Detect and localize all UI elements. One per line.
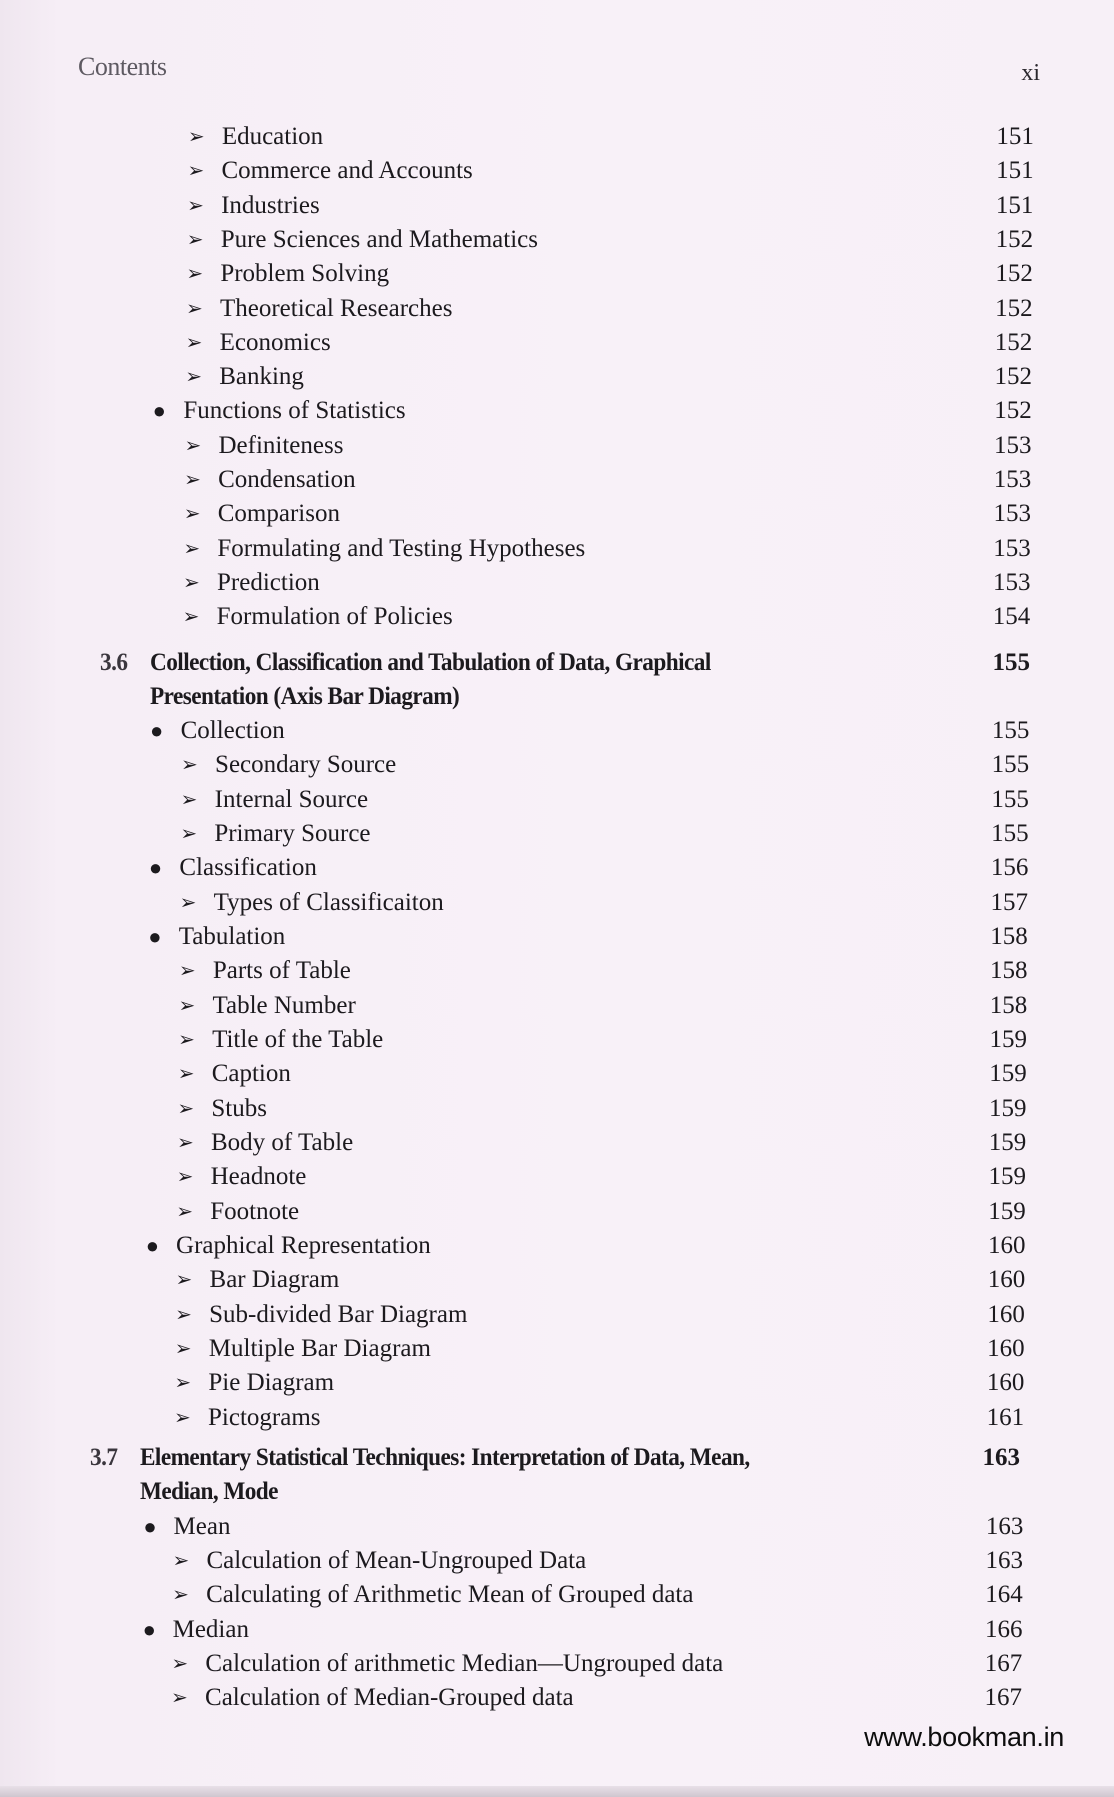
toc-entry-label: Functions of Statistics bbox=[183, 397, 406, 425]
arrowhead-icon: ➢ bbox=[181, 754, 198, 777]
arrowhead-icon: ➢ bbox=[178, 994, 196, 1017]
toc-page-number: 160 bbox=[987, 1334, 1025, 1362]
arrowhead-icon: ➢ bbox=[183, 537, 201, 560]
arrowhead-icon: ➢ bbox=[186, 228, 204, 251]
arrowhead-icon: ➢ bbox=[177, 1097, 195, 1120]
toc-page-number: 159 bbox=[989, 1060, 1027, 1088]
toc-entry-label: Banking bbox=[219, 363, 304, 391]
toc-entry-label: Median bbox=[172, 1615, 249, 1643]
section-title-line-2: Median, Mode bbox=[139, 1478, 278, 1505]
bullet-icon: ● bbox=[152, 398, 166, 424]
toc-page-number: 152 bbox=[994, 363, 1033, 391]
running-head: Contents bbox=[78, 52, 167, 81]
arrowhead-icon: ➢ bbox=[176, 1166, 194, 1189]
toc-subtopic-entry[interactable] bbox=[0, 1299, 1114, 1331]
toc-entry-label: Caption bbox=[211, 1060, 291, 1088]
arrowhead-icon: ➢ bbox=[185, 331, 203, 354]
arrowhead-icon: ➢ bbox=[175, 1303, 192, 1326]
toc-entry-label: Definiteness bbox=[218, 431, 344, 459]
toc-subtopic-entry[interactable] bbox=[0, 1367, 1114, 1399]
toc-subtopic-entry[interactable] bbox=[0, 1579, 1114, 1611]
toc-page-number: 158 bbox=[989, 991, 1028, 1019]
toc-topic-entry[interactable] bbox=[0, 1511, 1114, 1543]
toc-page-number: 164 bbox=[985, 1581, 1023, 1609]
toc-page-number: 159 bbox=[988, 1128, 1027, 1156]
toc-page-number: 152 bbox=[995, 225, 1034, 253]
toc-subtopic-entry[interactable] bbox=[0, 1196, 1114, 1228]
toc-page-number: 160 bbox=[986, 1369, 1025, 1397]
toc-subtopic-entry[interactable] bbox=[0, 464, 1114, 496]
toc-entry-label: Prediction bbox=[217, 568, 320, 596]
arrowhead-icon: ➢ bbox=[186, 263, 204, 286]
arrowhead-icon: ➢ bbox=[183, 571, 200, 594]
arrowhead-icon: ➢ bbox=[180, 822, 198, 845]
arrowhead-icon: ➢ bbox=[171, 1652, 189, 1675]
toc-subtopic-entry[interactable] bbox=[0, 258, 1114, 290]
toc-subtopic-entry[interactable] bbox=[0, 121, 1114, 153]
toc-entry-label: Classification bbox=[179, 854, 317, 882]
toc-topic-entry[interactable] bbox=[0, 852, 1114, 884]
toc-subtopic-entry[interactable] bbox=[0, 955, 1114, 987]
toc-page-number: 157 bbox=[990, 888, 1029, 916]
toc-entry-label: Industries bbox=[221, 191, 320, 219]
toc-entry-label: Footnote bbox=[210, 1197, 300, 1225]
toc-entry-label: Graphical Representation bbox=[176, 1231, 431, 1259]
toc-page-number: 159 bbox=[989, 1025, 1027, 1053]
toc-entry-label: Multiple Bar Diagram bbox=[208, 1334, 431, 1362]
toc-entry-label: Pie Diagram bbox=[208, 1369, 335, 1397]
toc-entry-label: Body of Table bbox=[210, 1128, 354, 1156]
arrowhead-icon: ➢ bbox=[182, 606, 200, 629]
toc-page-number: 152 bbox=[994, 328, 1033, 356]
section-title-line-2: Presentation (Axis Bar Diagram) bbox=[149, 683, 460, 710]
toc-entry-label: Problem Solving bbox=[220, 260, 390, 288]
arrowhead-icon: ➢ bbox=[175, 1269, 193, 1292]
toc-topic-entry[interactable] bbox=[0, 921, 1114, 953]
bullet-icon: ● bbox=[148, 855, 163, 881]
toc-entry-label: Tabulation bbox=[178, 922, 286, 950]
toc-page-number: 152 bbox=[995, 260, 1033, 288]
arrowhead-icon: ➢ bbox=[174, 1372, 192, 1395]
page-bottom-edge bbox=[0, 1786, 1114, 1797]
toc-page-number: 167 bbox=[984, 1684, 1022, 1711]
arrowhead-icon: ➢ bbox=[178, 1028, 195, 1051]
toc-entry-label: Calculating of Arithmetic Mean of Grouped data bbox=[206, 1581, 694, 1609]
toc-entry-label: Commerce and Accounts bbox=[221, 157, 473, 185]
bullet-icon: ● bbox=[143, 1514, 157, 1539]
toc-subtopic-entry[interactable] bbox=[0, 990, 1114, 1022]
bullet-icon: ● bbox=[142, 1616, 156, 1642]
toc-page-number: 151 bbox=[996, 123, 1034, 150]
toc-entry-label: Economics bbox=[219, 328, 331, 356]
arrowhead-icon: ➢ bbox=[187, 126, 205, 148]
toc-page-number: 166 bbox=[985, 1615, 1023, 1643]
page-folio: xi bbox=[1021, 60, 1040, 86]
arrowhead-icon: ➢ bbox=[185, 366, 202, 389]
toc-page-number: 155 bbox=[991, 785, 1029, 813]
arrowhead-icon: ➢ bbox=[185, 297, 203, 320]
toc-page-number: 151 bbox=[996, 157, 1034, 185]
toc-page-number: 153 bbox=[992, 568, 1031, 596]
toc-page-number: 155 bbox=[991, 751, 1030, 779]
toc-subtopic-entry[interactable] bbox=[0, 1402, 1114, 1434]
toc-subtopic-entry[interactable] bbox=[0, 818, 1114, 850]
toc-page-number: 159 bbox=[988, 1197, 1026, 1225]
toc-entry-label: Sub-divided Bar Diagram bbox=[209, 1300, 468, 1328]
toc-page-number: 153 bbox=[993, 466, 1032, 493]
arrowhead-icon: ➢ bbox=[172, 1584, 189, 1607]
arrowhead-icon: ➢ bbox=[187, 194, 204, 217]
toc-topic-entry[interactable] bbox=[0, 395, 1114, 427]
toc-page-number: 160 bbox=[987, 1266, 1026, 1294]
arrowhead-icon: ➢ bbox=[177, 1063, 195, 1086]
toc-subtopic-entry[interactable] bbox=[0, 293, 1114, 325]
toc-subtopic-entry[interactable] bbox=[0, 155, 1114, 187]
toc-entry-label: Comparison bbox=[217, 500, 340, 528]
section-title-line-1: Collection, Classification and Tabulation of Data, Graphical bbox=[149, 649, 711, 676]
toc-page-number: 160 bbox=[987, 1231, 1026, 1259]
toc-subtopic-entry[interactable] bbox=[0, 361, 1114, 393]
arrowhead-icon: ➢ bbox=[180, 788, 198, 811]
toc-subtopic-entry[interactable] bbox=[0, 1161, 1114, 1193]
arrowhead-icon: ➢ bbox=[172, 1550, 190, 1573]
toc-subtopic-entry[interactable] bbox=[0, 498, 1114, 530]
toc-subtopic-entry[interactable] bbox=[0, 1024, 1114, 1056]
toc-subtopic-entry[interactable] bbox=[0, 327, 1114, 359]
arrowhead-icon: ➢ bbox=[184, 469, 201, 491]
toc-entry-label: Calculation of Median-Grouped data bbox=[205, 1684, 574, 1711]
section-page-number: 163 bbox=[982, 1444, 1020, 1471]
toc-entry-label: Primary Source bbox=[214, 819, 371, 847]
toc-subtopic-entry[interactable] bbox=[0, 1264, 1114, 1296]
toc-entry-label: Bar Diagram bbox=[209, 1266, 340, 1294]
toc-subtopic-entry[interactable] bbox=[0, 887, 1114, 919]
bullet-icon: ● bbox=[148, 923, 162, 949]
toc-topic-entry[interactable] bbox=[0, 1614, 1114, 1646]
toc-page-number: 161 bbox=[986, 1403, 1025, 1431]
toc-entry-label: Mean bbox=[173, 1513, 231, 1540]
toc-subtopic-entry[interactable] bbox=[0, 1682, 1114, 1714]
toc-entry-label: Collection bbox=[180, 717, 285, 744]
toc-entry-label: Secondary Source bbox=[215, 751, 397, 779]
toc-subtopic-entry[interactable] bbox=[0, 1333, 1114, 1365]
section-heading-3-6[interactable] bbox=[100, 646, 937, 716]
toc-subtopic-entry[interactable] bbox=[0, 1058, 1114, 1090]
toc-topic-entry[interactable] bbox=[0, 1230, 1114, 1262]
toc-page-number: 156 bbox=[990, 854, 1029, 882]
toc-entry-label: Title of the Table bbox=[212, 1025, 384, 1053]
toc-subtopic-entry[interactable] bbox=[0, 1545, 1114, 1577]
arrowhead-icon: ➢ bbox=[171, 1687, 188, 1709]
toc-entry-label: Parts of Table bbox=[212, 957, 351, 985]
toc-subtopic-entry[interactable] bbox=[0, 430, 1114, 462]
toc-entry-label: Formulating and Testing Hypotheses bbox=[217, 534, 586, 562]
toc-entry-label: Table Number bbox=[212, 991, 356, 1019]
toc-entry-label: Calculation of Mean-Ungrouped Data bbox=[206, 1547, 587, 1575]
toc-page-number: 155 bbox=[991, 717, 1030, 744]
toc-entry-label: Theoretical Researches bbox=[219, 294, 453, 322]
toc-entry-label: Education bbox=[221, 123, 324, 150]
toc-subtopic-entry[interactable] bbox=[0, 1648, 1114, 1680]
toc-subtopic-entry[interactable] bbox=[0, 784, 1114, 816]
toc-subtopic-entry[interactable] bbox=[0, 1127, 1114, 1159]
toc-page-number: 159 bbox=[988, 1094, 1027, 1122]
toc-page-number: 154 bbox=[992, 603, 1031, 631]
toc-page-number: 153 bbox=[993, 534, 1031, 562]
toc-page-number: 167 bbox=[984, 1649, 1023, 1677]
toc-topic-entry[interactable] bbox=[0, 715, 1114, 747]
section-page-number: 155 bbox=[992, 649, 1030, 676]
toc-page-number: 152 bbox=[995, 294, 1033, 322]
toc-page-number: 158 bbox=[990, 957, 1028, 985]
arrowhead-icon: ➢ bbox=[176, 1200, 194, 1223]
section-number: 3.7 bbox=[90, 1444, 118, 1471]
toc-subtopic-entry[interactable] bbox=[0, 749, 1114, 781]
arrowhead-icon: ➢ bbox=[183, 503, 201, 526]
toc-subtopic-entry[interactable] bbox=[0, 1093, 1114, 1125]
toc-page-number: 160 bbox=[987, 1300, 1025, 1328]
toc-page-number: 158 bbox=[990, 922, 1028, 950]
toc-page-number: 159 bbox=[988, 1163, 1026, 1191]
toc-subtopic-entry[interactable] bbox=[0, 190, 1114, 222]
section-heading-3-7[interactable] bbox=[90, 1441, 927, 1511]
toc-entry-label: Pure Sciences and Mathematics bbox=[220, 225, 538, 253]
toc-subtopic-entry[interactable] bbox=[0, 533, 1114, 565]
toc-page-number: 153 bbox=[994, 431, 1032, 459]
toc-page-number: 163 bbox=[985, 1513, 1024, 1540]
arrowhead-icon: ➢ bbox=[176, 1131, 194, 1154]
toc-page-number: 151 bbox=[995, 191, 1034, 219]
bullet-icon: ● bbox=[145, 1232, 160, 1258]
toc-entry-label: Types of Classificaiton bbox=[213, 888, 444, 916]
toc-page-number: 155 bbox=[991, 819, 1029, 847]
toc-entry-label: Internal Source bbox=[214, 785, 369, 813]
arrowhead-icon: ➢ bbox=[178, 960, 196, 983]
toc-entry-label: Headnote bbox=[210, 1163, 307, 1191]
arrowhead-icon: ➢ bbox=[179, 891, 197, 914]
section-title-line-1: Elementary Statistical Techniques: Interpretation of Data, Mean, bbox=[139, 1444, 750, 1471]
section-number: 3.6 bbox=[100, 649, 128, 676]
toc-subtopic-entry[interactable] bbox=[0, 224, 1114, 256]
toc-entry-label: Calculation of arithmetic Median—Ungrouped data bbox=[205, 1649, 724, 1677]
arrowhead-icon: ➢ bbox=[187, 160, 205, 183]
toc-page-number: 152 bbox=[994, 397, 1032, 425]
watermark-url: www.bookman.in bbox=[864, 1722, 1064, 1752]
toc-entry-label: Condensation bbox=[218, 466, 356, 493]
toc-subtopic-entry[interactable] bbox=[0, 567, 1114, 599]
arrowhead-icon: ➢ bbox=[174, 1337, 192, 1360]
arrowhead-icon: ➢ bbox=[174, 1406, 191, 1429]
toc-entry-label: Pictograms bbox=[208, 1403, 321, 1431]
toc-page-number: 163 bbox=[985, 1547, 1024, 1575]
bullet-icon: ● bbox=[149, 718, 164, 743]
toc-entry-label: Stubs bbox=[211, 1094, 267, 1122]
toc-subtopic-entry[interactable] bbox=[0, 601, 1114, 633]
arrowhead-icon: ➢ bbox=[184, 434, 202, 457]
toc-entry-label: Formulation of Policies bbox=[216, 603, 453, 631]
toc-page-number: 153 bbox=[993, 500, 1031, 528]
